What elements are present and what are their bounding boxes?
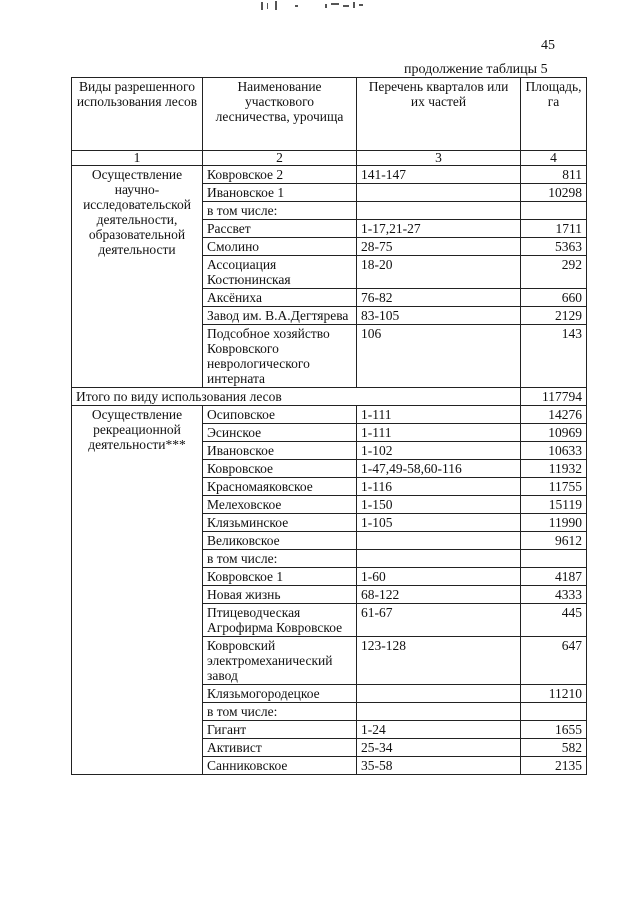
forest-use-table — [71, 77, 587, 775]
quarters-cell: 35-58 — [357, 757, 521, 775]
table-row — [72, 406, 587, 424]
area-cell: 292 — [521, 256, 587, 289]
forestry-name-cell: Клязьминское — [203, 514, 357, 532]
forestry-name-cell: Аксёниха — [203, 289, 357, 307]
quarters-cell — [357, 685, 521, 703]
area-cell: 143 — [521, 325, 587, 388]
forestry-name-cell: Гигант — [203, 721, 357, 739]
scan-artifact — [255, 0, 375, 14]
forestry-name-cell: Мелеховское — [203, 496, 357, 514]
total-row — [72, 388, 587, 406]
forestry-name-cell: в том числе: — [203, 703, 357, 721]
quarters-cell: 61-67 — [357, 604, 521, 637]
quarters-cell: 68-122 — [357, 586, 521, 604]
area-cell: 11755 — [521, 478, 587, 496]
area-cell: 582 — [521, 739, 587, 757]
quarters-cell: 1-17,21-27 — [357, 220, 521, 238]
header-quarters: Перечень кварталов или их частей — [357, 78, 521, 151]
quarters-cell: 76-82 — [357, 289, 521, 307]
quarters-cell — [357, 550, 521, 568]
column-number: 2 — [203, 151, 357, 166]
quarters-cell: 1-60 — [357, 568, 521, 586]
quarters-cell: 1-105 — [357, 514, 521, 532]
area-cell: 11932 — [521, 460, 587, 478]
area-cell: 4333 — [521, 586, 587, 604]
total-area: 117794 — [521, 388, 587, 406]
usage-type-cell: Осуществление научно-исследовательской деятельности, образовательной деятельности — [72, 166, 203, 388]
header-area: Площадь, га — [521, 78, 587, 151]
quarters-cell — [357, 532, 521, 550]
area-cell: 15119 — [521, 496, 587, 514]
area-cell — [521, 703, 587, 721]
column-number: 3 — [357, 151, 521, 166]
quarters-cell: 1-24 — [357, 721, 521, 739]
area-cell: 811 — [521, 166, 587, 184]
usage-type-cell: Осуществление рекреационной деятельности*** — [72, 406, 203, 775]
forestry-name-cell: Красномаяковское — [203, 478, 357, 496]
header-forestry-name: Наименование участкового лесничества, урочища — [203, 78, 357, 151]
forestry-name-cell: в том числе: — [203, 550, 357, 568]
forestry-name-cell: Ивановское 1 — [203, 184, 357, 202]
quarters-cell: 1-111 — [357, 424, 521, 442]
quarters-cell: 1-116 — [357, 478, 521, 496]
area-cell: 11210 — [521, 685, 587, 703]
forestry-name-cell: Ковровское 1 — [203, 568, 357, 586]
area-cell: 10298 — [521, 184, 587, 202]
forestry-name-cell: Птицеводческая Агрофирма Ковровское — [203, 604, 357, 637]
forestry-name-cell: Завод им. В.А.Дегтярева — [203, 307, 357, 325]
quarters-cell: 141-147 — [357, 166, 521, 184]
forestry-name-cell: Ассоциация Костюнинская — [203, 256, 357, 289]
quarters-cell: 18-20 — [357, 256, 521, 289]
area-cell: 1711 — [521, 220, 587, 238]
forestry-name-cell: Санниковское — [203, 757, 357, 775]
quarters-cell: 83-105 — [357, 307, 521, 325]
area-cell: 4187 — [521, 568, 587, 586]
forestry-name-cell: Активист — [203, 739, 357, 757]
area-cell: 10633 — [521, 442, 587, 460]
area-cell: 9612 — [521, 532, 587, 550]
forestry-name-cell: Эсинское — [203, 424, 357, 442]
forestry-name-cell: Новая жизнь — [203, 586, 357, 604]
column-number-row — [72, 151, 587, 166]
forestry-name-cell: Ивановское — [203, 442, 357, 460]
quarters-cell: 123-128 — [357, 637, 521, 685]
forestry-name-cell: Рассвет — [203, 220, 357, 238]
area-cell: 2135 — [521, 757, 587, 775]
forestry-name-cell: Ковровское — [203, 460, 357, 478]
area-cell: 445 — [521, 604, 587, 637]
area-cell: 11990 — [521, 514, 587, 532]
forestry-name-cell: Великовское — [203, 532, 357, 550]
quarters-cell — [357, 703, 521, 721]
quarters-cell: 1-47,49-58,60-116 — [357, 460, 521, 478]
quarters-cell — [357, 184, 521, 202]
table-continuation-caption: продолжение таблицы 5 — [404, 62, 548, 77]
quarters-cell — [357, 202, 521, 220]
area-cell: 5363 — [521, 238, 587, 256]
forestry-name-cell: Ковровское 2 — [203, 166, 357, 184]
forestry-name-cell: Ковровский электромеханический завод — [203, 637, 357, 685]
area-cell: 647 — [521, 637, 587, 685]
quarters-cell: 1-111 — [357, 406, 521, 424]
forestry-name-cell: в том числе: — [203, 202, 357, 220]
header-row — [72, 78, 587, 151]
area-cell: 14276 — [521, 406, 587, 424]
forestry-name-cell: Осиповское — [203, 406, 357, 424]
header-usage-type: Виды разрешенного использования лесов — [72, 78, 203, 151]
total-label: Итого по виду использования лесов — [72, 388, 521, 406]
forestry-name-cell: Клязьмогородецкое — [203, 685, 357, 703]
quarters-cell: 28-75 — [357, 238, 521, 256]
table-row — [72, 166, 587, 184]
area-cell: 2129 — [521, 307, 587, 325]
forestry-name-cell: Смолино — [203, 238, 357, 256]
quarters-cell: 1-102 — [357, 442, 521, 460]
forestry-name-cell: Подсобное хозяйство Ковровского неврологического интерната — [203, 325, 357, 388]
table-body — [72, 166, 587, 775]
area-cell — [521, 550, 587, 568]
area-cell: 1655 — [521, 721, 587, 739]
quarters-cell: 106 — [357, 325, 521, 388]
area-cell: 10969 — [521, 424, 587, 442]
quarters-cell: 1-150 — [357, 496, 521, 514]
quarters-cell: 25-34 — [357, 739, 521, 757]
column-number: 4 — [521, 151, 587, 166]
area-cell: 660 — [521, 289, 587, 307]
area-cell — [521, 202, 587, 220]
page-number: 45 — [541, 38, 555, 53]
column-number: 1 — [72, 151, 203, 166]
